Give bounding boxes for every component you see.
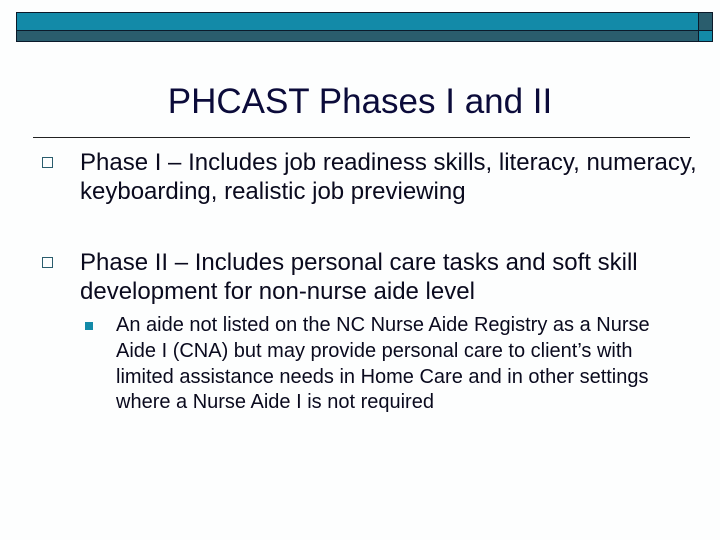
sub-bullet-aide: An aide not listed on the NC Nurse Aide Registry as a Nurse Aide I (CNA) but may provide personal care to client’s with limited assistance needs in Home Care and in other settings where a Nurse Aide I is not required [116, 314, 650, 414]
bullet-phase-2: Phase II – Includes personal care tasks and soft skill development for non-nurse aide level [80, 249, 638, 305]
header-bar-bottom [16, 30, 699, 42]
header-box-bottom [698, 30, 713, 42]
hollow-square-bullet-icon [42, 157, 53, 168]
filled-square-bullet-icon [85, 322, 93, 330]
hollow-square-bullet-icon [42, 257, 53, 268]
header-bar-top [16, 12, 699, 31]
bullet-phase-1: Phase I – Includes job readiness skills, literacy, numeracy, keyboarding, realistic job previewing [80, 149, 697, 205]
title-divider [33, 137, 690, 138]
slide-title: PHCAST Phases I and II [167, 82, 553, 121]
header-box-top [698, 12, 713, 31]
